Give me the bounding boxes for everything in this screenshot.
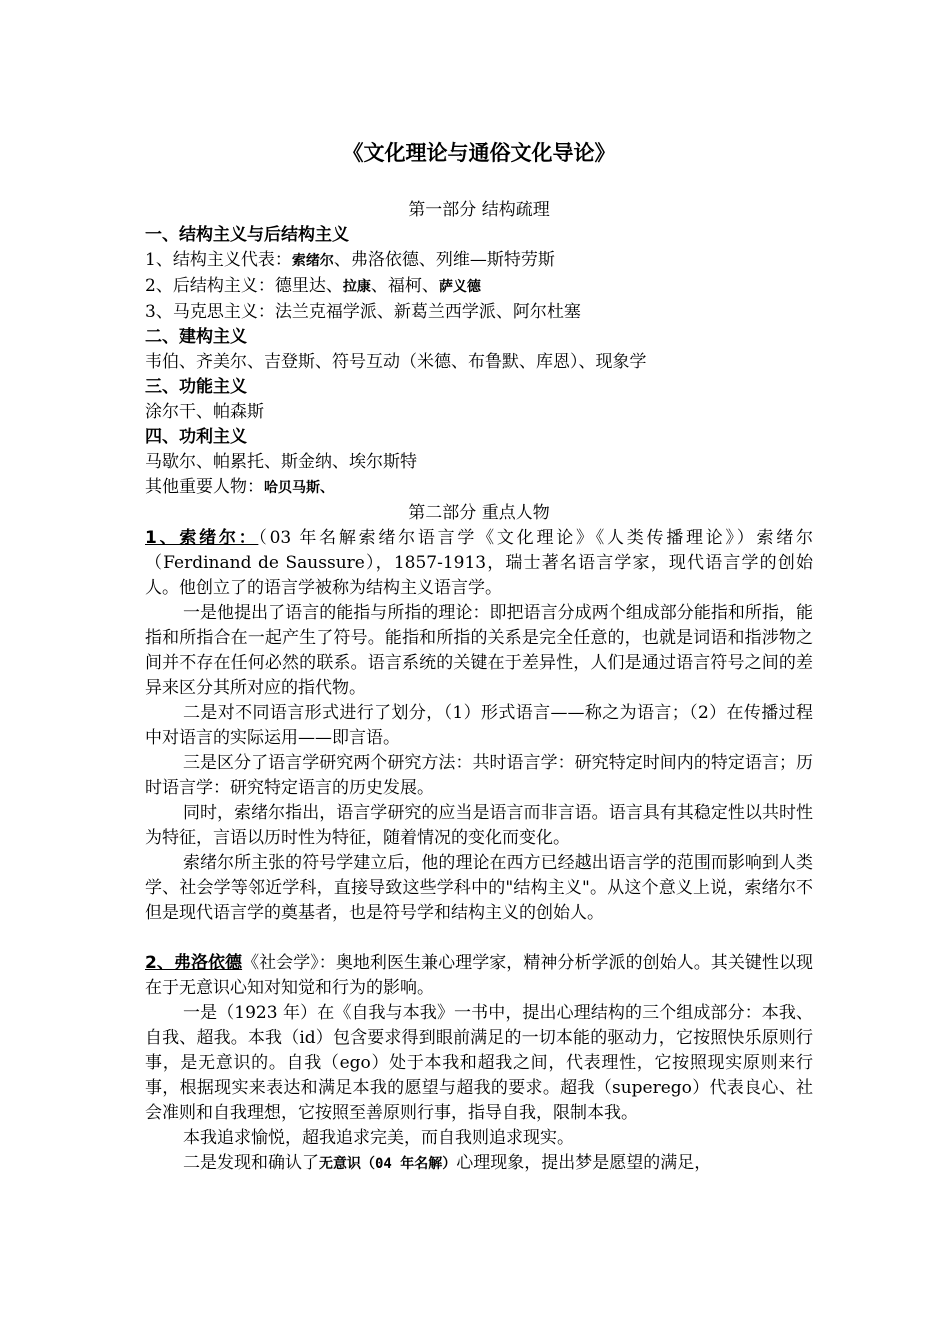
freud-para3: 二是发现和确认了无意识（04 年名解）心理现象，提出梦是愿望的满足， (183, 1153, 712, 1173)
saussure-name: 1、索绪尔： (145, 528, 259, 548)
saussure-para2: 二是对不同语言形式进行了划分，（1）形式语言——称之为语言；（2）在传播过程中对语言的实际运用——即言语。 (145, 703, 813, 748)
saussure-para1: 一是他提出了语言的能指与所指的理论：即把语言分成两个组成部分能指和所指，能指和所指合在一起产生了符号。能指和所指的关系是完全任意的，也就是词语和指涉物之间并不存在任何必然的联系。语言系统的关键在于差异性，人们是通过语言符号之间的差异来区分其所对应的指代物。 (145, 603, 813, 698)
section2-heading: 二、建构主义 (145, 327, 247, 347)
other-figures-line: 其他重要人物：哈贝马斯、 (145, 477, 334, 497)
saussure-para4: 同时，索绪尔指出，语言学研究的应当是语言而非言语。语言具有其稳定性以共时性为特征，言语以历时性为特征，随着情况的变化而变化。 (145, 803, 813, 848)
part1-heading: 第一部分 结构疏理 (408, 200, 550, 220)
document-content (145, 138, 813, 1177)
constructivism-line: 韦伯、齐美尔、吉登斯、符号互动（米德、布鲁默、库恩）、现象学 (145, 352, 647, 372)
freud-para1: 一是（1923 年）在《自我与本我》一书中，提出心理结构的三个组成部分：本我、自我、超我。本我（id）包含要求得到眼前满足的一切本能的驱动力，它按照快乐原则行事，是无意识的。自我（ego）处于本我和超我之间，代表理性，它按照现实原则来行事，根据现实来表达和满足本我的愿望与超我的要求。超我（superego）代表良心、社会准则和自我理想，它按照至善原则行事，指导自我，限制本我。 (145, 1003, 813, 1123)
structuralism-representatives: 1、结构主义代表：索绪尔、弗洛依德、列维—斯特劳斯 (145, 250, 555, 270)
section1-heading: 一、结构主义与后结构主义 (145, 225, 349, 245)
saussure-para5: 索绪尔所主张的符号学建立后，他的理论在西方已经越出语言学的范围而影响到人类学、社会学等邻近学科，直接导致这些学科中的"结构主义"。从这个意义上说，索绪尔不但是现代语言学的奠基者，也是符号学和结构主义的创始人。 (145, 853, 813, 923)
document-title: 《文化理论与通俗文化导论》 (342, 141, 616, 165)
saussure-para3: 三是区分了语言学研究两个研究方法：共时语言学：研究特定时间内的特定语言；历时语言学：研究特定语言的历史发展。 (145, 753, 813, 798)
freud-intro: 2、弗洛依德《社会学》：奥地利医生兼心理学家，精神分析学派的创始人。其关键性以现在于无意识心知对知觉和行为的影响。 (145, 953, 813, 998)
freud-name: 2、弗洛依德 (145, 953, 243, 973)
marxism-line: 3、马克思主义：法兰克福学派、新葛兰西学派、阿尔杜塞 (145, 302, 581, 322)
saussure-intro: 1、索绪尔：（03 年名解索绪尔语言学《文化理论》《人类传播理论》）索绪尔（Ferdinand de Saussure），1857-1913，瑞士著名语言学家，现代语言学的创始人。他创立了的语言学被称为结构主义语言学。 (145, 528, 813, 598)
utilitarianism-line: 马歇尔、帕累托、斯金纳、埃尔斯特 (145, 452, 417, 472)
poststructuralism-line: 2、后结构主义：德里达、拉康、福柯、萨义德 (145, 276, 481, 296)
freud-para2: 本我追求愉悦，超我追求完美，而自我则追求现实。 (183, 1128, 574, 1148)
functionalism-line: 涂尔干、帕森斯 (145, 402, 264, 422)
spacer (145, 926, 813, 951)
part2-heading: 第二部分 重点人物 (408, 503, 550, 523)
section3-heading: 三、功能主义 (145, 377, 247, 397)
section4-heading: 四、功利主义 (145, 427, 247, 447)
